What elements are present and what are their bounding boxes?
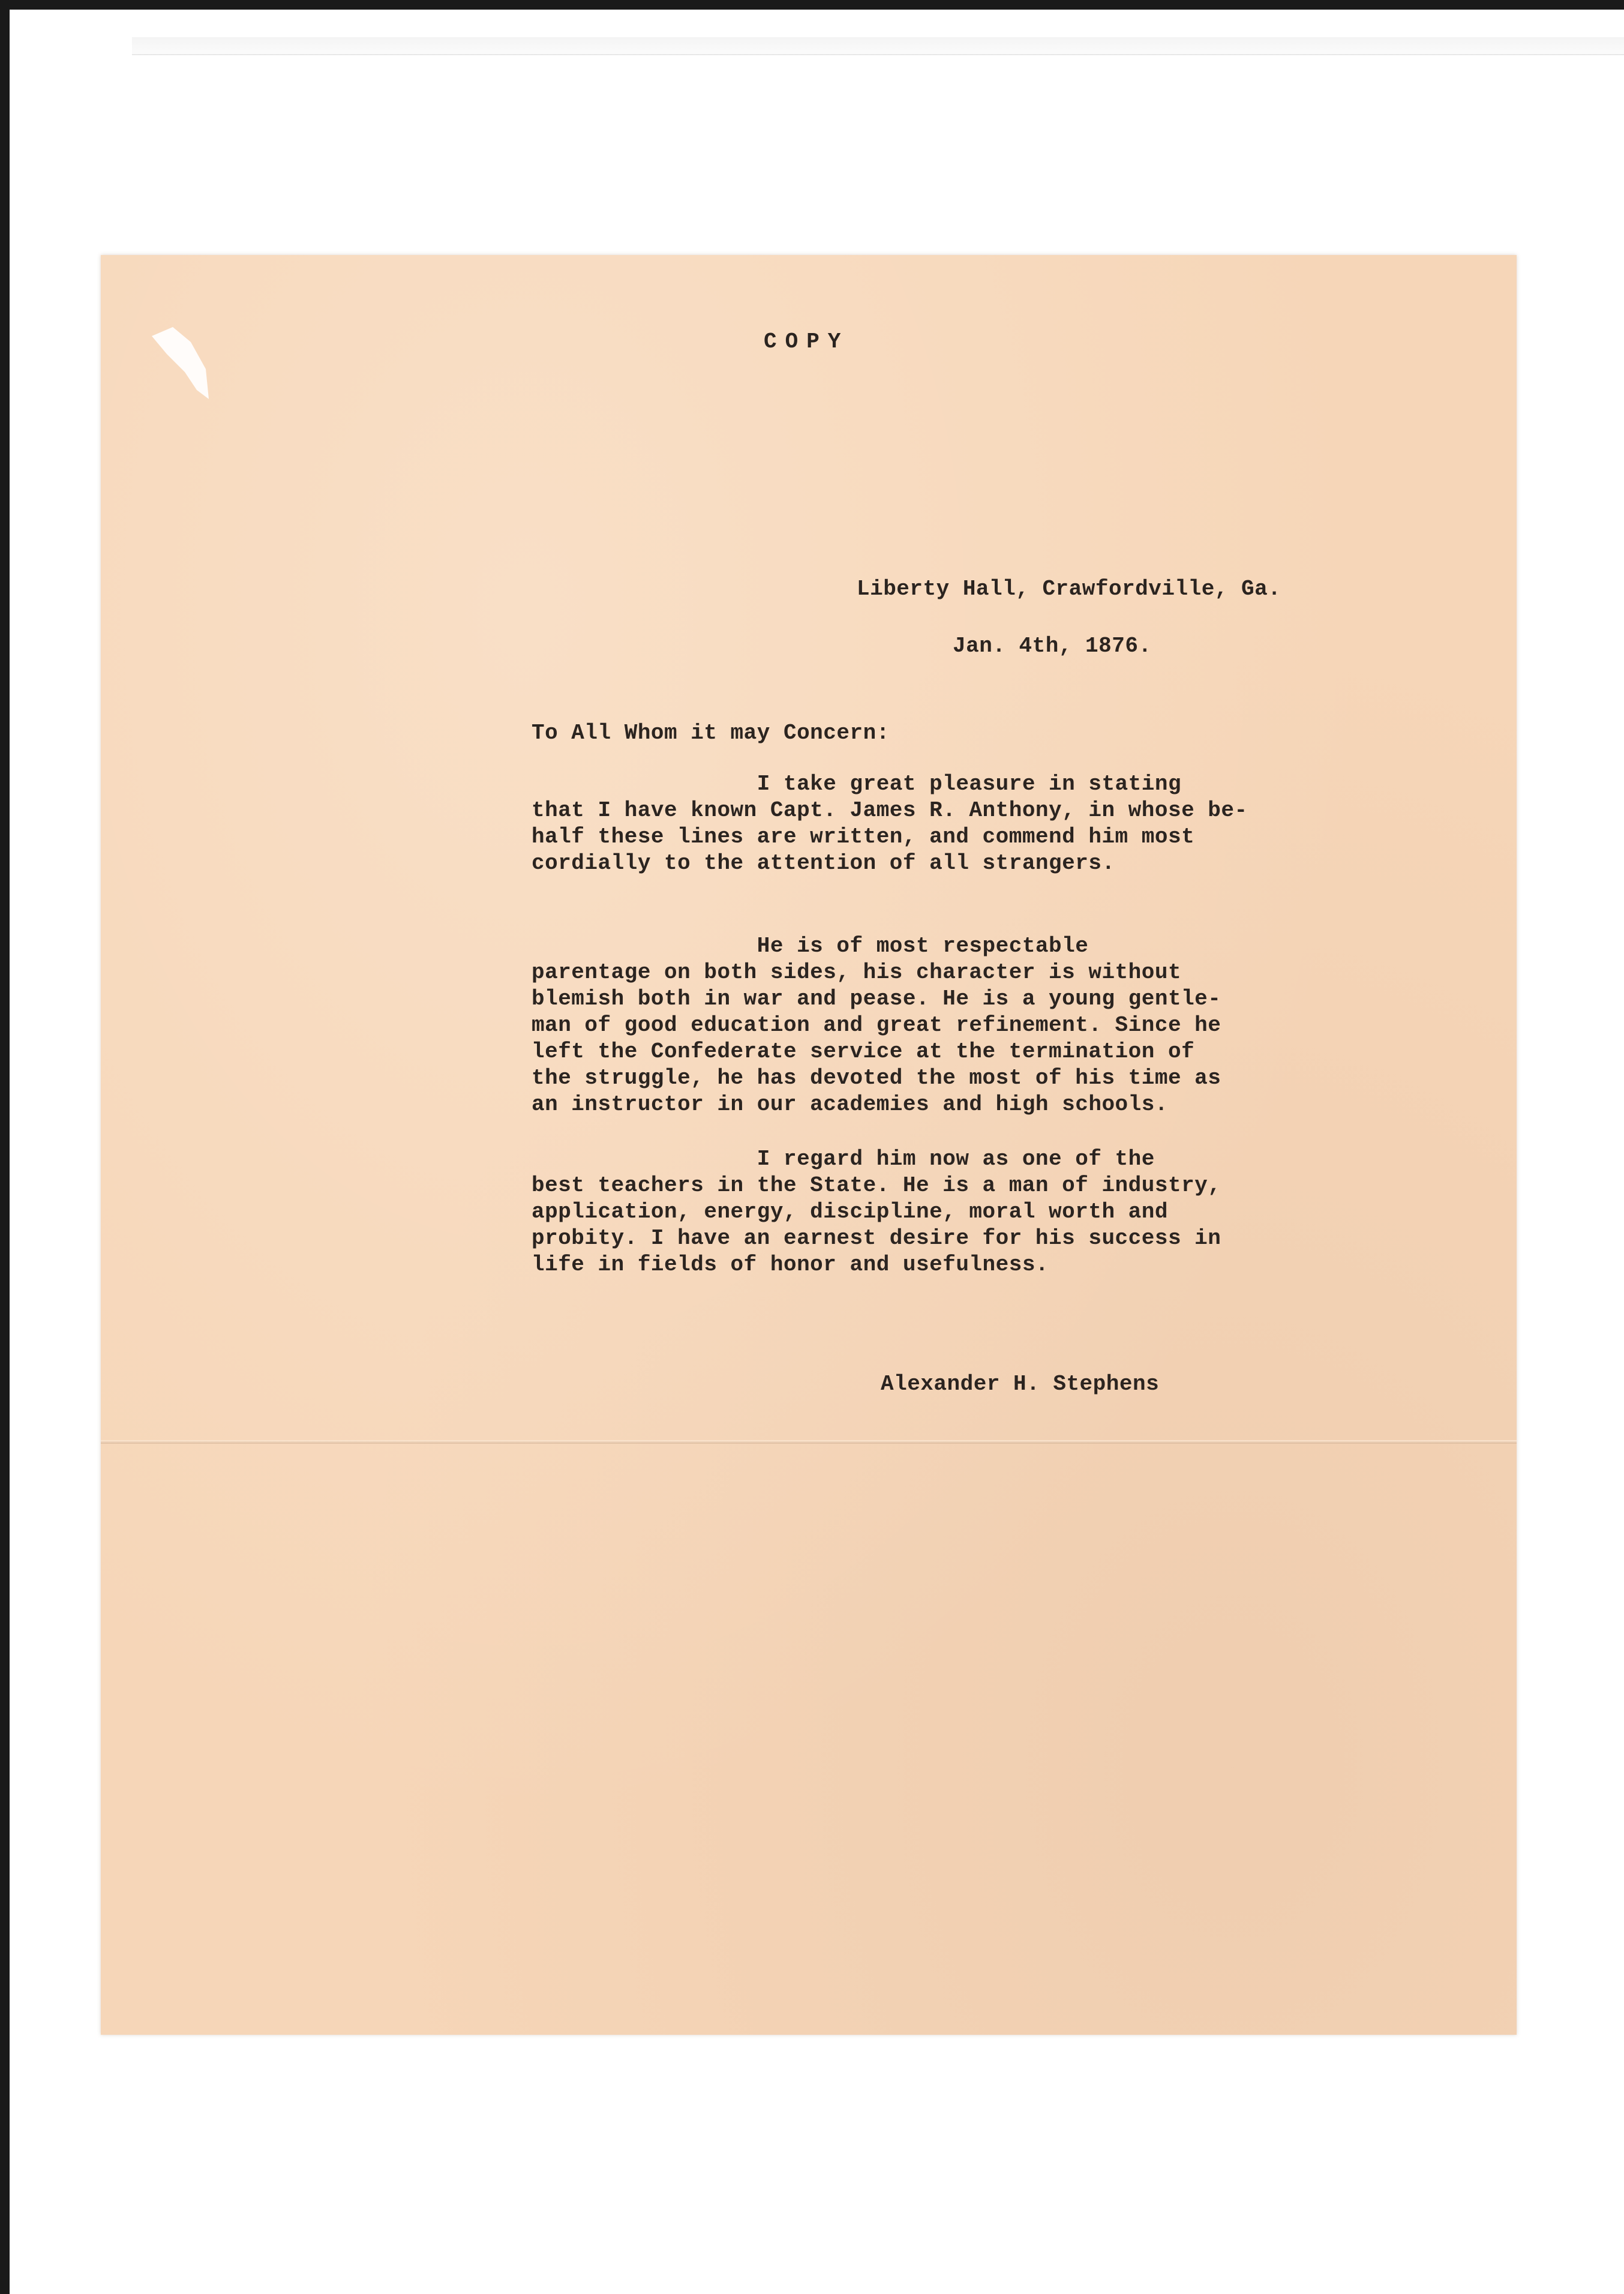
- scan-edge-left: [0, 0, 10, 2294]
- letter-date: Jan. 4th, 1876.: [953, 634, 1152, 658]
- fold-line: [101, 1440, 1517, 1444]
- scan-paper-strip: [132, 37, 1624, 55]
- letter-salutation: To All Whom it may Concern:: [532, 721, 890, 745]
- torn-corner-mark: [149, 324, 215, 402]
- letter-paragraph-3: I regard him now as one of the best teachers in the State. He is a man of industry, application, energy, discipline, moral worth and probity. I have an earnest desire for his success in life in fields of honor and usefulness.: [532, 1147, 1221, 1277]
- letter-signature: Alexander H. Stephens: [881, 1372, 1160, 1396]
- letter-paragraph-1: I take great pleasure in stating that I have known Capt. James R. Anthony, in whose be- half these lines are written, and commend him most cordially to the attention of all strangers.: [532, 772, 1248, 875]
- letter-place: Liberty Hall, Crawfordville, Ga.: [857, 577, 1281, 601]
- letter-paragraph-2: He is of most respectable parentage on both sides, his character is without blemish both in war and pease. He is a young gentle- man of good education and great refinement. Since he left the Confederate service at the termination of the struggle, he has devoted the most of his time as an instructor in our academies and high schools.: [532, 934, 1221, 1117]
- letter-sheet: [101, 255, 1517, 2035]
- copy-heading: COPY: [764, 329, 849, 354]
- scan-edge-top: [0, 0, 1624, 10]
